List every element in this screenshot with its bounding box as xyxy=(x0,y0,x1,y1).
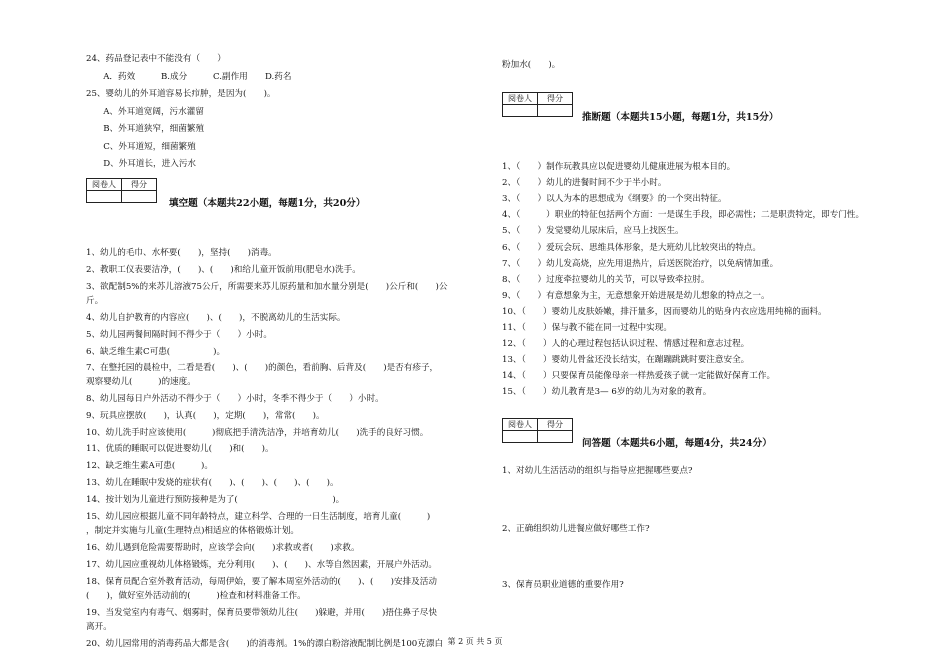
qa-section-title: 问答题（本题共6小题，每题4分，共24分） xyxy=(582,438,772,449)
grader-cell xyxy=(503,105,538,117)
judge-line: 6、（ ）爱玩会玩、思维具体形象，是大班幼儿比较突出的特点。 xyxy=(502,243,761,253)
judge-line: 7、（ ）幼儿发高烧，应先用退热片，后送医院治疗，以免病情加重。 xyxy=(502,259,779,269)
choice-question-25: 25、婴幼儿的外耳道容易长疖肿，是因为( )。 xyxy=(86,89,276,99)
fill-line: 4、幼儿自护教育的内容应( )、( )，不脱离幼儿的生活实际。 xyxy=(86,313,346,323)
fill-line: 17、幼儿园应重视幼儿体格锻炼，充分利用( )、( )、水等自然因素，开展户外活动。 xyxy=(86,560,437,570)
fill-line: 10、幼儿洗手时应该使用( )彻底把手清洗洁净，并培育幼儿( )洗手的良好习惯。 xyxy=(86,428,429,438)
qa-question-2: 2、正确组织幼儿进餐应做好哪些工作? xyxy=(502,524,650,534)
judge-line: 14、（ ）只要保育员能像母亲一样热爱孩子就一定能做好保育工作。 xyxy=(502,371,776,381)
judge-line: 13、（ ）婴幼儿骨盆还没长结实，在蹦蹦跳跳时要注意安全。 xyxy=(502,355,750,365)
judge-line: 5、（ ）发觉婴幼儿尿床后，应马上找医生。 xyxy=(502,226,684,236)
choice-option-b: B、外耳道狭窄，细菌繁殖 xyxy=(86,124,205,134)
fill-line: 19、当发觉室内有毒气、烟雾时，保育员要带领幼儿往( )躲避，并用( )捂住鼻子尽快 xyxy=(86,608,437,618)
score-cell xyxy=(538,431,573,443)
choice-question-24: 24、药品登记表中不能没有（ ） xyxy=(86,54,226,64)
judge-section-title: 推断题（本题共15小题，每题1分，共15分） xyxy=(582,112,779,123)
judge-line: 15、（ ）幼儿教育是3— 6岁的幼儿为对象的教育。 xyxy=(502,387,712,397)
grader-label: 阅卷人 xyxy=(503,419,538,431)
fill-line: 3、欲配制5%的来苏儿溶液75公斤，所需要来苏儿原药量和加水量分别是( )公斤和( )公 xyxy=(86,282,448,292)
grader-cell xyxy=(503,431,538,443)
fill-line: 20、幼儿园常用的消毒药品大都是含( )的消毒剂。1%的漂白粉溶液配制比例是100克漂白 xyxy=(86,639,444,649)
fill-line: 8、幼儿园每日户外活动不得少于（ ）小时，冬季不得少于（ ）小时。 xyxy=(86,394,384,404)
judge-line: 10、（ ）婴幼儿皮肤娇嫩，排汗量多，因而婴幼儿的贴身内衣应选用纯棉的面料。 xyxy=(502,307,827,317)
fill-line: ( )，做好室外活动前的( )检查和材料准备工作。 xyxy=(86,591,306,601)
choice-option-d: D、外耳道长，进入污水 xyxy=(86,159,197,169)
fill-line: 16、幼儿遇到危险需要帮助时，应该学会向( )求救或者( )求救。 xyxy=(86,543,360,553)
qa-question-3: 3、保育员职业道德的重要作用? xyxy=(502,580,624,590)
judge-line: 12、（ ）人的心理过程包括认识过程、情感过程和意志过程。 xyxy=(502,339,750,349)
fill-line: 9、玩具应摆放( )，认真( )，定期( )，常常( )。 xyxy=(86,411,325,421)
fill-line: 离开。 xyxy=(86,622,112,632)
fill-line: 斤。 xyxy=(86,296,104,306)
fill-line: 观察婴幼儿( )的速度。 xyxy=(86,377,196,387)
fill-line: 2、教职工仪表要洁净，( )、( )和给儿童开饭前用(肥皂水)洗手。 xyxy=(86,265,361,275)
fill-line: 14、按计划为儿童进行预防接种是为了( )。 xyxy=(86,495,345,505)
fill-line: ，制定并实施与儿童(生理特点)相适应的体格锻炼计划。 xyxy=(86,526,299,536)
fill-score-box xyxy=(86,178,157,203)
judge-line: 1、（ ）制作玩教具应以促进婴幼儿健康进展为根本目的。 xyxy=(502,162,736,172)
fill-line: 12、缺乏维生素A可患( )。 xyxy=(86,461,213,471)
score-cell xyxy=(122,191,157,203)
fill-line: 5、幼儿园两餐间隔时间不得少于（ ）小时。 xyxy=(86,330,272,340)
page-footer: 第 2 页 共 5 页 xyxy=(447,637,503,646)
choice-option-a: A、外耳道宽阔，污水灌留 xyxy=(86,107,204,117)
fill-line: 6、缺乏维生素C可患( )。 xyxy=(86,347,226,357)
qa-score-box xyxy=(502,418,573,443)
judge-line: 11、（ ）保与教不能在同一过程中实现。 xyxy=(502,323,672,333)
choice-option-c: C、外耳道短，细菌繁殖 xyxy=(86,142,196,152)
fill-section-title: 填空题（本题共22小题，每题1分，共20分） xyxy=(169,198,366,209)
judge-line: 2、（ ）幼儿的进餐时间不少于半小时。 xyxy=(502,178,667,188)
qa-question-1: 1、对幼儿生活活动的组织与指导应把握哪些要点? xyxy=(502,466,693,476)
score-label: 得分 xyxy=(122,179,157,191)
score-cell xyxy=(538,105,573,117)
judge-line: 8、（ ）过度牵拉婴幼儿的关节，可以导致牵拉肘。 xyxy=(502,275,710,285)
judge-line: 3、（ ）以人为本的思想成为《纲要》的一个突出特征。 xyxy=(502,194,727,204)
judge-line: 4、（ ）职业的特征包括两个方面：一是谋生手段，即必需性；二是职责特定，即专门性。 xyxy=(502,210,865,220)
fill-line: 7、在整托园的晨检中，二看是看( )、( )的颜色，看前胸、后背及( )是否有疹子， xyxy=(86,363,439,373)
fill-line: 15、幼儿园应根据儿童不同年龄特点，建立科学、合理的一日生活制度，培育儿童( ) xyxy=(86,512,431,522)
judge-score-box xyxy=(502,92,573,117)
grader-label: 阅卷人 xyxy=(503,93,538,105)
score-label: 得分 xyxy=(538,419,573,431)
fill-line: 1、幼儿的毛巾、水杯要( )，坚持( )消毒。 xyxy=(86,248,277,258)
fill-line: 18、保育员配合室外教育活动，每周伊始，要了解本周室外活动的( )、( )安排及活动 xyxy=(86,577,437,587)
fill-line: 13、幼儿在睡眠中发烧的症状有( )、( )、( )、( )。 xyxy=(86,478,339,488)
grader-label: 阅卷人 xyxy=(87,179,122,191)
fill-continuation: 粉加水( )。 xyxy=(502,60,561,70)
score-label: 得分 xyxy=(538,93,573,105)
judge-line: 9、（ ）有意想象为主，无意想象开始进展是幼儿想象的特点之一。 xyxy=(502,291,770,301)
fill-line: 11、优质的睡眠可以促进婴幼儿( )和( )。 xyxy=(86,444,274,454)
grader-cell xyxy=(87,191,122,203)
choice-options-24: A．药效 B.成分 C.副作用 D.药名 xyxy=(86,72,292,82)
